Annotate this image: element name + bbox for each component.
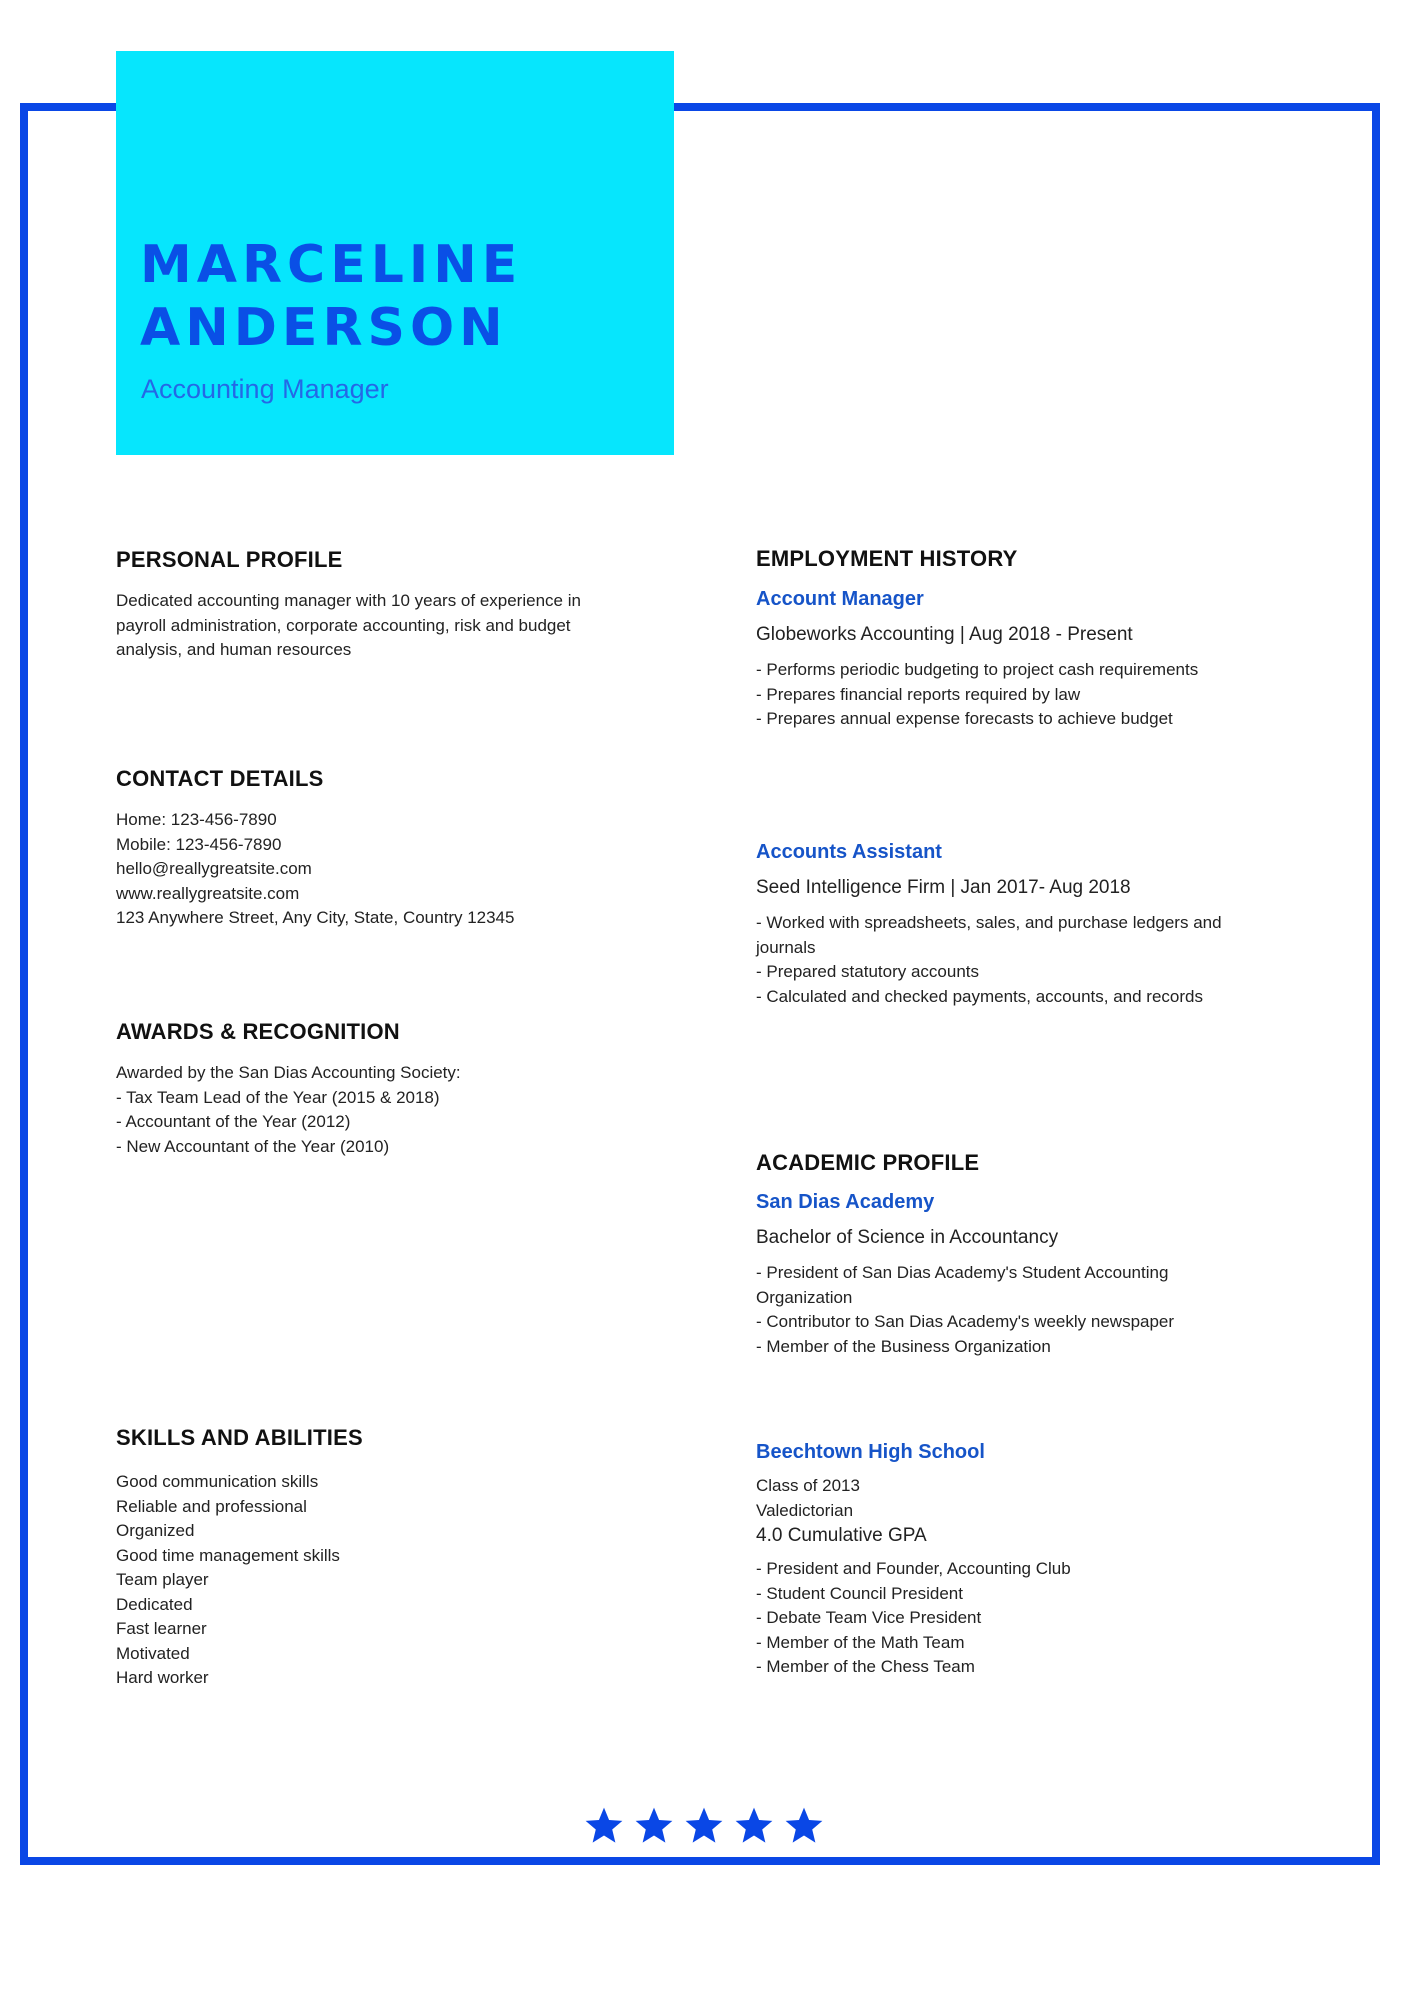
school-bullet: - Member of the Chess Team [756,1657,975,1676]
job-title-2: Accounts Assistant [756,841,942,863]
profile-line: analysis, and human resources [116,640,352,659]
contact-website: www.reallygreatsite.com [116,883,300,903]
skill-item: Good time management skills [116,1545,340,1565]
star-icon [733,1805,775,1847]
awards-section [116,1018,656,1159]
contact-details-section [116,765,656,931]
skill-item: Good communication skills [116,1472,319,1491]
profile-line: Dedicated accounting manager with 10 years of experience in [116,591,581,610]
school-bullet: - President and Founder, Accounting Club [756,1559,1071,1578]
contact-address: 123 Anywhere Street, Any City, State, Country 12345 [116,908,515,927]
star-icon [583,1805,625,1847]
school-class-year: Class of 2013 [756,1476,860,1495]
skill-item: Fast learner [116,1619,207,1638]
job-meta-1: Globeworks Accounting | Aug 2018 - Present [756,624,1133,645]
job-bullets-1 [756,658,1276,732]
awards-list [116,1061,656,1159]
contact-home-phone: Home: 123-456-7890 [116,810,277,829]
first-name: MARCELINE [140,235,523,295]
skill-item: Team player [116,1570,209,1589]
job-bullet: - Prepares annual expense forecasts to achieve budget [756,709,1173,728]
school-name-2: Beechtown High School [756,1441,985,1463]
job-bullet: - Worked with spreadsheets, sales, and purchase ledgers and [756,913,1222,932]
star-icon [633,1805,675,1847]
skills-section [116,1424,656,1691]
job-bullet: - Prepared statutory accounts [756,962,980,981]
contact-details-list [116,808,656,931]
job-bullet: - Performs periodic budgeting to project cash requirements [756,660,1199,679]
last-name: ANDERSON [140,298,508,358]
star-icon [783,1805,825,1847]
school-bullets-1 [756,1261,1276,1359]
profile-line: payroll administration, corporate accounting, risk and budget [116,615,571,635]
job-bullet: - Prepares financial reports required by law [756,684,1081,704]
award-item: - Tax Team Lead of the Year (2015 & 2018) [116,1087,440,1107]
job-title: Accounting Manager [141,374,389,404]
job-bullet: journals [756,937,816,957]
skill-item: Reliable and professional [116,1496,307,1516]
school-entry-2 [756,1438,1276,1680]
contact-details-heading: CONTACT DETAILS [116,766,324,791]
school-meta-2 [756,1474,1276,1549]
school-honor: Valedictorian [756,1500,854,1520]
skill-item: Organized [116,1521,195,1540]
job-entry-2 [756,838,1276,1009]
school-degree-1: Bachelor of Science in Accountancy [756,1227,1059,1248]
star-rating [583,1805,825,1855]
school-bullet: - Student Council President [756,1583,963,1603]
skill-item: Hard worker [116,1668,209,1687]
skills-list [116,1470,656,1691]
award-item: - New Accountant of the Year (2010) [116,1136,390,1156]
job-bullets-2 [756,911,1276,1009]
school-bullet: Organization [756,1287,853,1307]
award-item: - Accountant of the Year (2012) [116,1112,351,1131]
personal-profile-section [116,546,656,663]
school-name-1: San Dias Academy [756,1191,935,1213]
skill-item: Dedicated [116,1594,193,1614]
star-icon [683,1805,725,1847]
employment-history-section [756,545,1276,732]
school-bullet: - Member of the Math Team [756,1632,965,1652]
job-bullet: - Calculated and checked payments, accounts, and records [756,986,1203,1006]
school-bullets-2 [756,1557,1276,1680]
job-title-1: Account Manager [756,588,924,610]
skills-heading: SKILLS AND ABILITIES [116,1425,363,1450]
personal-profile-text [116,589,656,663]
school-bullet: - President of San Dias Academy's Student Accounting [756,1263,1169,1282]
school-bullet: - Member of the Business Organization [756,1336,1051,1356]
school-gpa: 4.0 Cumulative GPA [756,1525,927,1546]
school-bullet: - Debate Team Vice President [756,1608,982,1627]
awards-heading: AWARDS & RECOGNITION [116,1019,400,1044]
academic-profile-heading: ACADEMIC PROFILE [756,1150,980,1175]
personal-profile-heading: PERSONAL PROFILE [116,547,343,572]
job-meta-2: Seed Intelligence Firm | Jan 2017- Aug 2018 [756,877,1131,898]
contact-mobile-phone: Mobile: 123-456-7890 [116,834,282,854]
awards-intro: Awarded by the San Dias Accounting Society: [116,1063,461,1082]
school-bullet: - Contributor to San Dias Academy's weekly newspaper [756,1312,1175,1331]
employment-history-heading: EMPLOYMENT HISTORY [756,546,1018,571]
academic-profile-section [756,1149,1276,1359]
contact-email: hello@reallygreatsite.com [116,859,312,878]
skill-item: Motivated [116,1643,190,1663]
